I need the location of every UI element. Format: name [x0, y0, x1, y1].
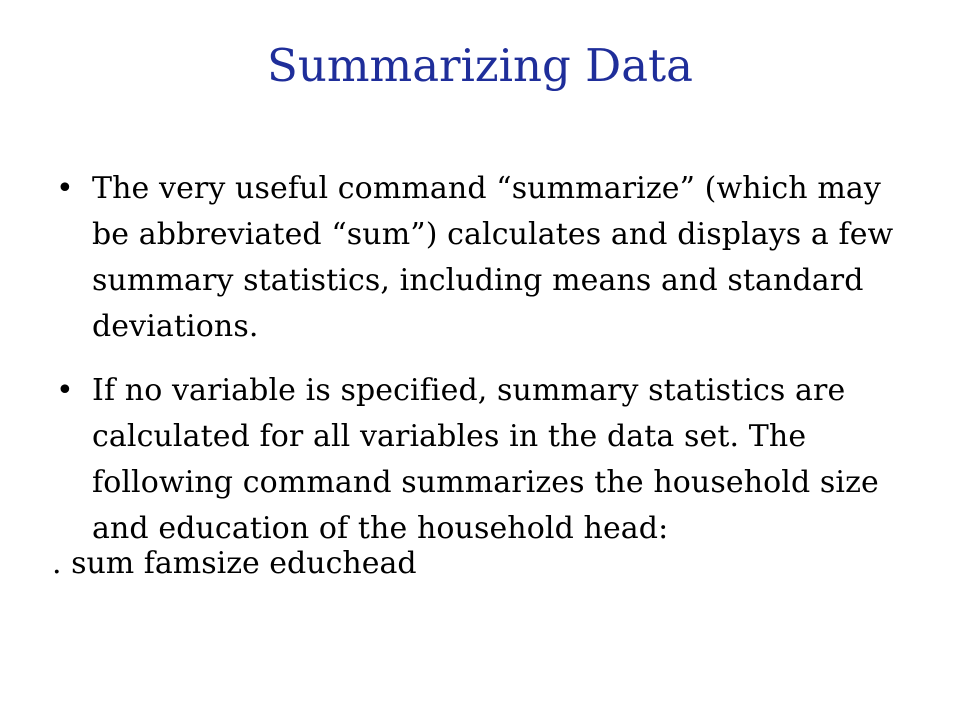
- bullet-dot-icon: •: [56, 373, 74, 408]
- command-line: . sum famsize educhead: [52, 546, 417, 581]
- bullet-text: The very useful command “summarize” (which may be abbreviated “sum”) calculates and displays a few summary statistics, including means and standard deviations.: [92, 171, 894, 344]
- bullet-list: [56, 166, 906, 570]
- bullet-dot-icon: •: [56, 171, 74, 206]
- bullet-item: [56, 166, 906, 350]
- bullet-item: [56, 368, 906, 552]
- slide-title: Summarizing Data: [267, 39, 693, 92]
- bullet-text: If no variable is specified, summary statistics are calculated for all variables in the data set. The following command summarizes the household size and education of the household head:: [92, 373, 879, 546]
